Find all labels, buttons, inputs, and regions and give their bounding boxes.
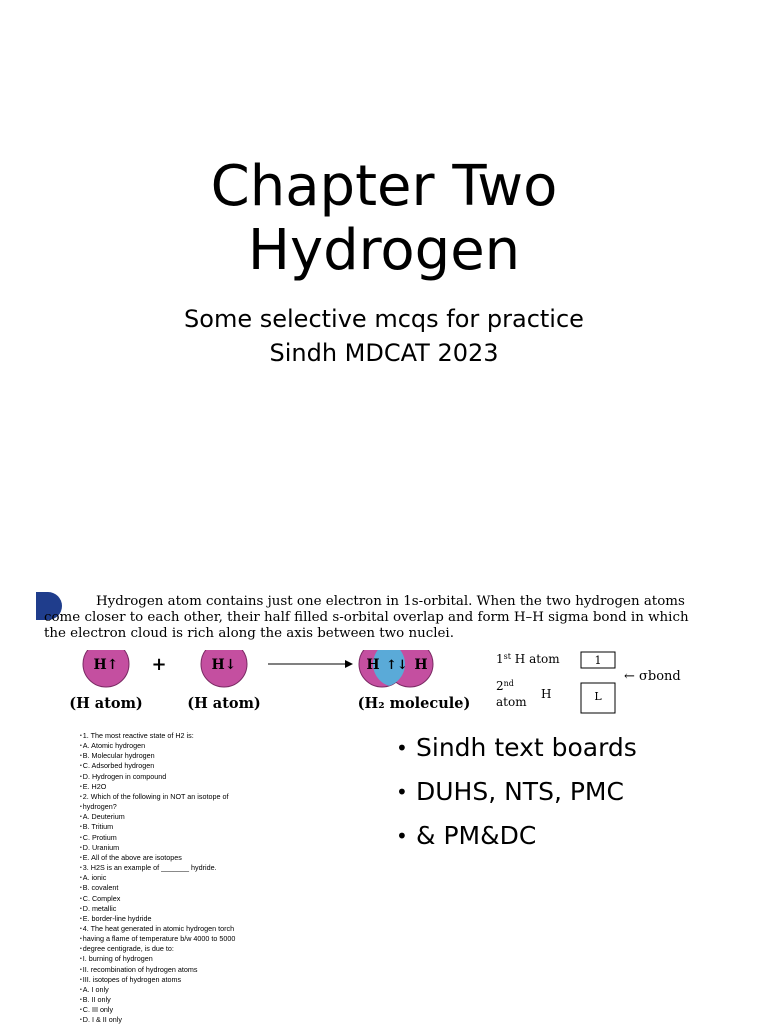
orbital-box-1-value: 1: [594, 654, 602, 667]
mcq-line: • D. metallic: [80, 904, 310, 914]
mcq-list: [80, 731, 310, 1026]
content-slide: [0, 576, 768, 1024]
textbook-excerpt: [36, 592, 726, 714]
mcq-line: • E. All of the above are isotopes: [80, 853, 310, 863]
slide-title: [0, 155, 768, 283]
first-h-atom-label: 1st H atom: [496, 652, 560, 666]
h2-left-label: H: [366, 657, 380, 673]
mcq-line: • D. I & II only: [80, 1015, 310, 1025]
orbital-box-2-value: L: [594, 690, 602, 703]
mcq-line: • III. isotopes of hydrogen atoms: [80, 975, 310, 985]
mcq-line: • 4. The heat generated in atomic hydrogen torch: [80, 924, 310, 934]
mcq-line: • B. covalent: [80, 883, 310, 893]
mcq-line: • degree centigrade, is due to:: [80, 944, 310, 954]
paragraph-line: Hydrogen atom contains just one electron in 1s-orbital. When the two hydrogen atoms: [96, 594, 685, 609]
second-atom-label-a: 2nd: [496, 679, 514, 693]
h-atom-2-label: H↓: [211, 657, 237, 673]
mcq-line: • B. Molecular hydrogen: [80, 751, 310, 761]
h2-right-label: H: [414, 657, 428, 673]
paragraph-line: the electron cloud is rich along the axis between two nuclei.: [44, 626, 454, 641]
mcq-line: • B. Tritium: [80, 822, 310, 832]
subtitle-line-1: Some selective mcqs for practice: [184, 305, 584, 333]
caption-h2-molecule: (H₂ molecule): [357, 695, 471, 712]
mcq-line: • A. Deuterium: [80, 812, 310, 822]
second-atom-h: H: [541, 687, 552, 701]
subtitle-line-2: Sindh MDCAT 2023: [269, 339, 499, 367]
title-line-1: Chapter Two: [210, 154, 558, 219]
mcq-line: • D. Uranium: [80, 843, 310, 853]
mcq-line: • C. III only: [80, 1005, 310, 1015]
mcq-line: • having a flame of temperature b/w 4000 to 5000: [80, 934, 310, 944]
mcq-line: • hydrogen?: [80, 802, 310, 812]
mcq-line: • 3. H2S is an example of _______ hydride.: [80, 863, 310, 873]
mcq-line: • A. I only: [80, 985, 310, 995]
mcq-line: • E. H2O: [80, 782, 310, 792]
slide-subtitle: [0, 302, 768, 370]
plus-sign: +: [151, 654, 167, 675]
caption-h-atom-2: (H atom): [187, 695, 261, 712]
mcq-line: • I. burning of hydrogen: [80, 954, 310, 964]
paragraph-line: come closer to each other, their half filled s-orbital overlap and form H–H sigma bond in which: [44, 610, 689, 625]
h2-spin-label: ↑↓: [386, 658, 408, 673]
mcq-line: • C. Protium: [80, 833, 310, 843]
mcq-line: • A. ionic: [80, 873, 310, 883]
mcq-line: • 2. Which of the following in NOT an isotope of: [80, 792, 310, 802]
mcq-line: • A. Atomic hydrogen: [80, 741, 310, 751]
mcq-line: • C. Adsorbed hydrogen: [80, 761, 310, 771]
h-atom-1-label: H↑: [93, 657, 119, 673]
bullet-item: • DUHS, NTS, PMC: [396, 770, 756, 814]
sigma-bond-diagram: [36, 650, 726, 714]
bullet-item: • Sindh text boards: [396, 726, 756, 770]
title-line-2: Hydrogen: [247, 218, 521, 283]
caption-h-atom-1: (H atom): [69, 695, 143, 712]
second-atom-label-b: atom: [496, 695, 527, 709]
bullet-list: [396, 726, 756, 858]
bullet-item: • & PM&DC: [396, 814, 756, 858]
sigma-bond-label: ← σbond: [624, 669, 681, 684]
mcq-line: • E. border-line hydride: [80, 914, 310, 924]
textbook-paragraph: [44, 594, 724, 642]
mcq-line: • 1. The most reactive state of H2 is:: [80, 731, 310, 741]
mcq-line: • D. Hydrogen in compound: [80, 772, 310, 782]
mcq-line: • C. Complex: [80, 894, 310, 904]
mcq-line: • B. II only: [80, 995, 310, 1005]
mcq-line: • II. recombination of hydrogen atoms: [80, 965, 310, 975]
